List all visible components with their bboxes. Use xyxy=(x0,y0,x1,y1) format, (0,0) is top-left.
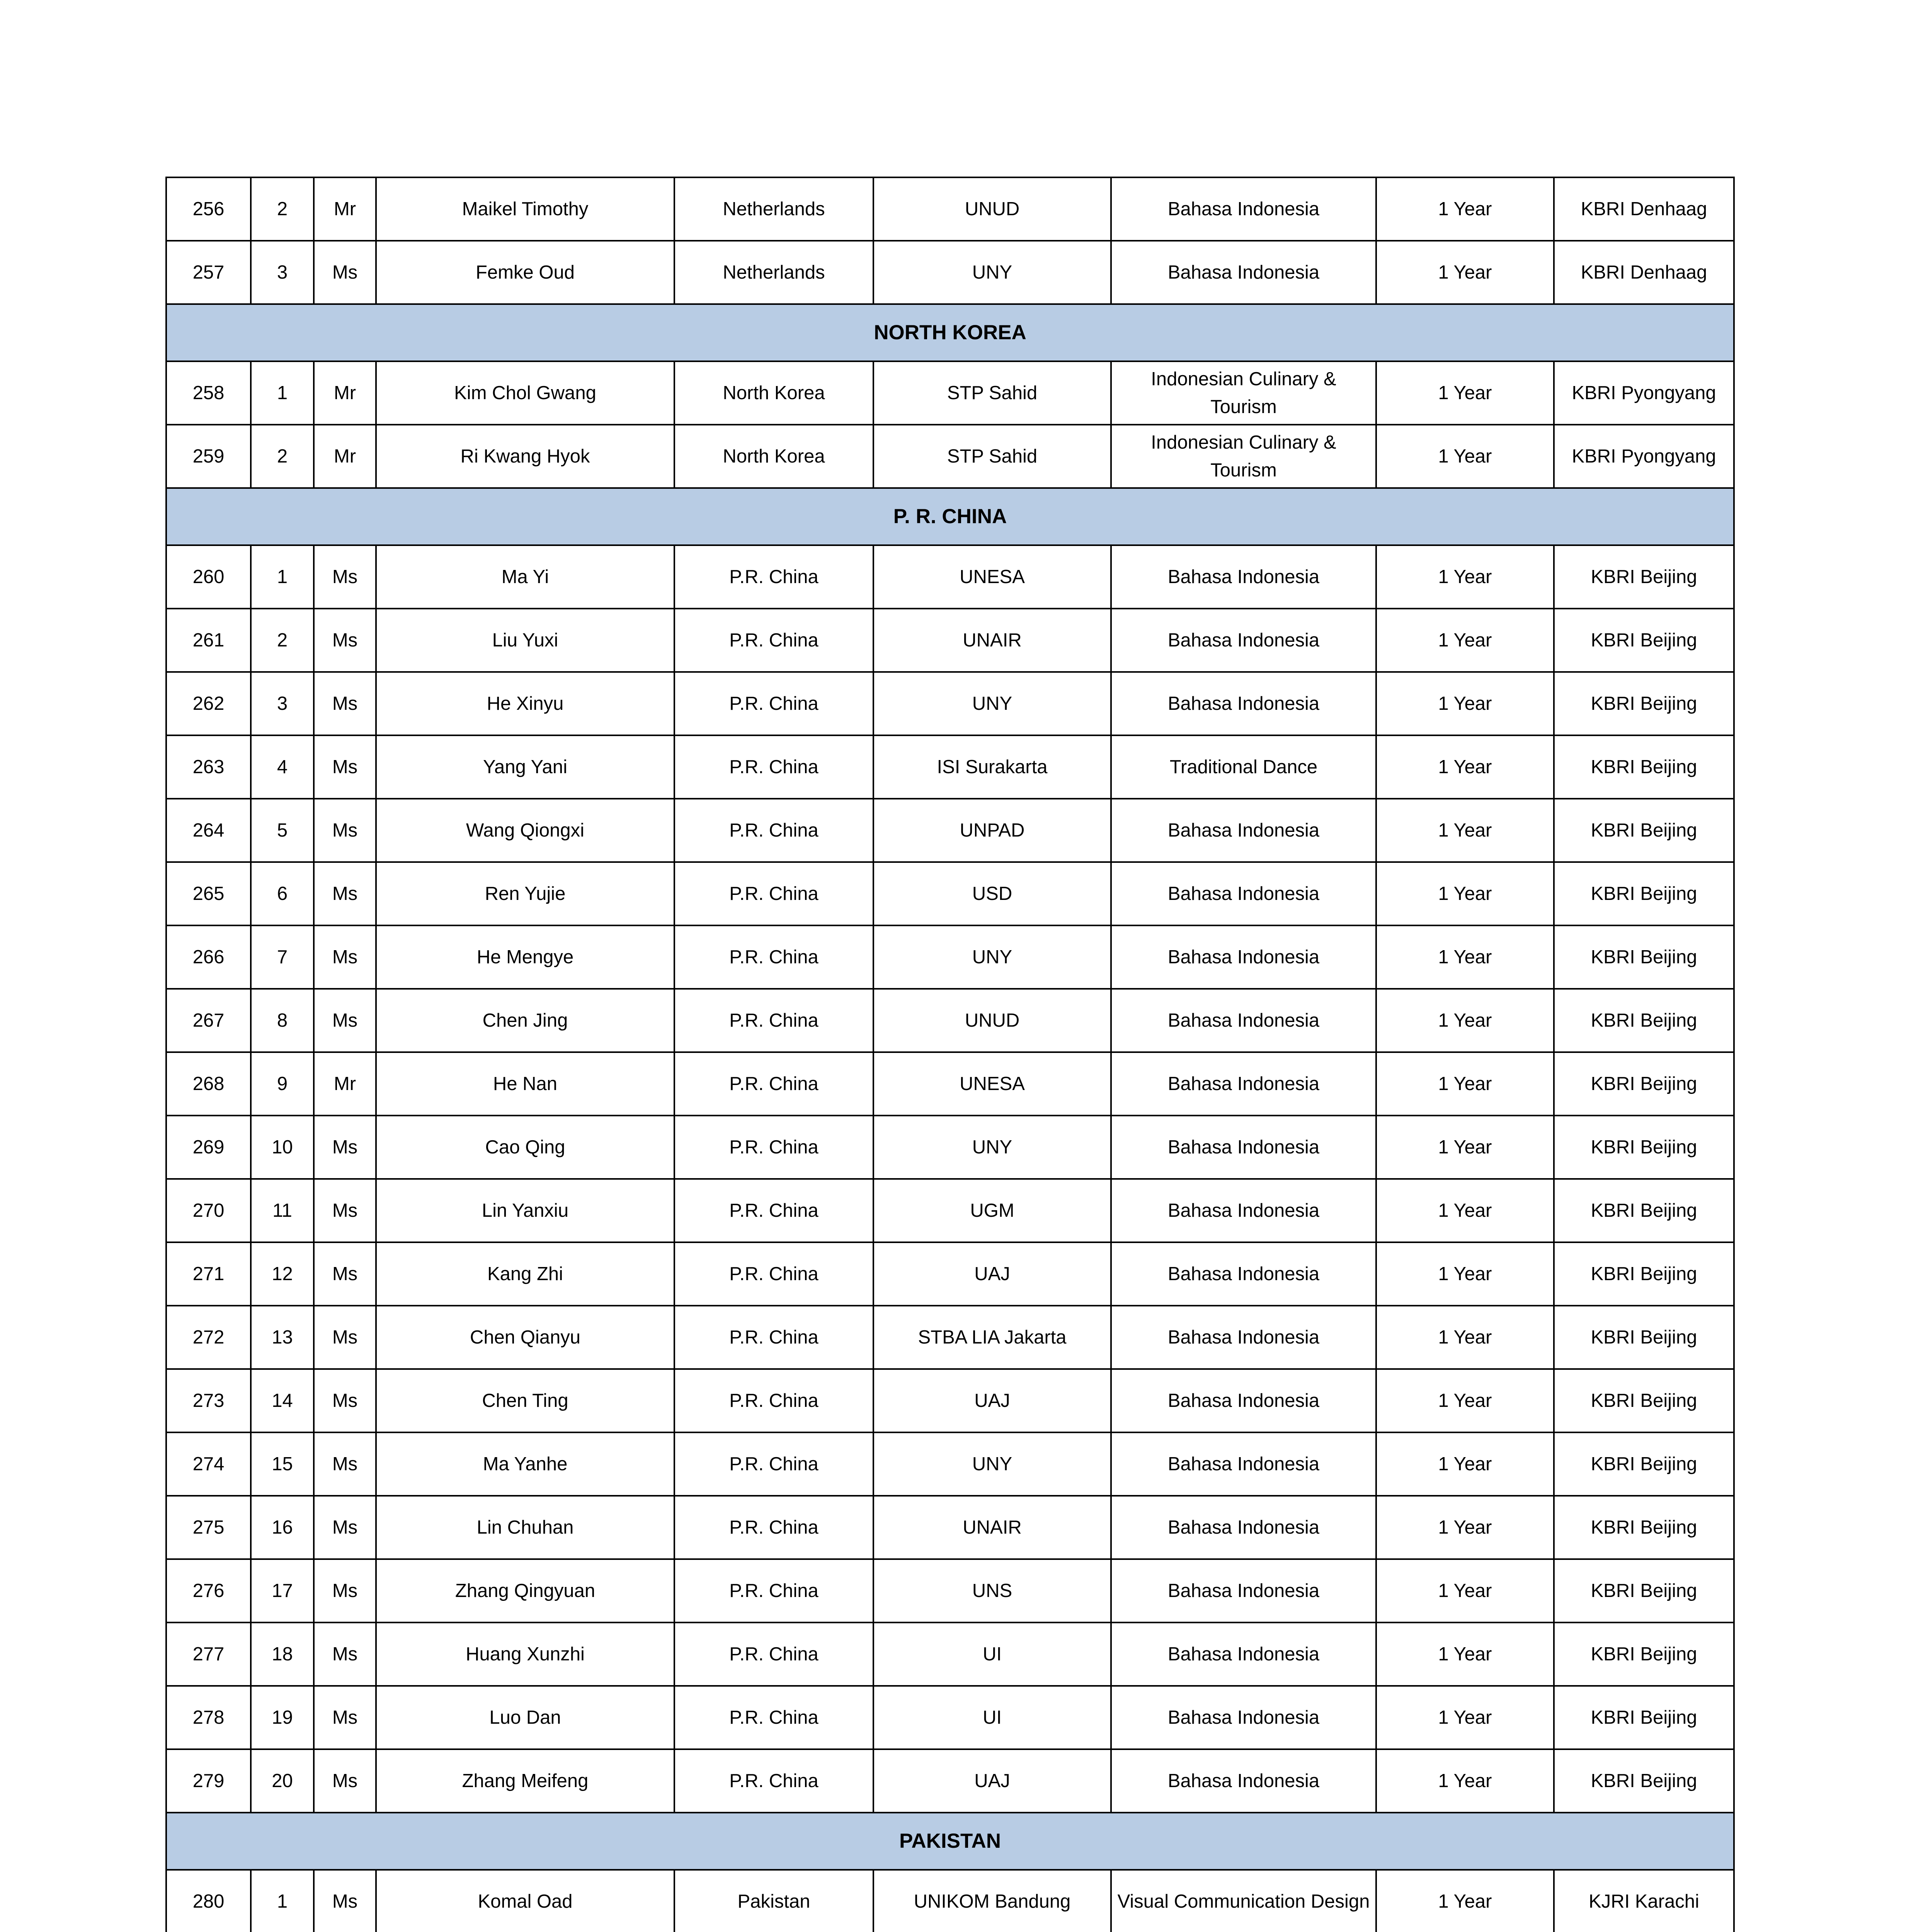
country-cell: P.R. China xyxy=(674,1369,873,1432)
title-cell: Ms xyxy=(314,1369,376,1432)
university-cell: USD xyxy=(873,862,1111,925)
country-cell: P.R. China xyxy=(674,1052,873,1116)
table-row xyxy=(166,609,1734,672)
program-cell: Bahasa Indonesia xyxy=(1111,177,1376,241)
name-cell: He Nan xyxy=(376,1052,674,1116)
row-number-cell: 279 xyxy=(166,1749,251,1813)
duration-cell: 1 Year xyxy=(1376,1179,1554,1242)
embassy-cell: KBRI Beijing xyxy=(1554,1432,1734,1496)
duration-cell: 1 Year xyxy=(1376,241,1554,304)
embassy-cell: KBRI Beijing xyxy=(1554,1116,1734,1179)
row-number-cell: 264 xyxy=(166,799,251,862)
university-cell: STP Sahid xyxy=(873,425,1111,488)
embassy-cell: KBRI Beijing xyxy=(1554,1052,1734,1116)
embassy-cell: KBRI Beijing xyxy=(1554,1686,1734,1749)
name-cell: He Xinyu xyxy=(376,672,674,735)
group-number-cell: 15 xyxy=(251,1432,314,1496)
university-cell: UNY xyxy=(873,1432,1111,1496)
country-section-row xyxy=(166,1813,1734,1870)
group-number-cell: 9 xyxy=(251,1052,314,1116)
university-cell: UNESA xyxy=(873,545,1111,609)
name-cell: Komal Oad xyxy=(376,1870,674,1932)
row-number-cell: 272 xyxy=(166,1306,251,1369)
duration-cell: 1 Year xyxy=(1376,1496,1554,1559)
program-cell: Bahasa Indonesia xyxy=(1111,241,1376,304)
table-row xyxy=(166,1052,1734,1116)
table-row xyxy=(166,735,1734,799)
duration-cell: 1 Year xyxy=(1376,425,1554,488)
program-cell: Indonesian Culinary & Tourism xyxy=(1111,361,1376,425)
group-number-cell: 18 xyxy=(251,1622,314,1686)
duration-cell: 1 Year xyxy=(1376,735,1554,799)
country-cell: P.R. China xyxy=(674,1432,873,1496)
program-cell: Bahasa Indonesia xyxy=(1111,1052,1376,1116)
row-number-cell: 277 xyxy=(166,1622,251,1686)
country-cell: Pakistan xyxy=(674,1870,873,1932)
embassy-cell: KBRI Denhaag xyxy=(1554,241,1734,304)
title-cell: Ms xyxy=(314,1622,376,1686)
row-number-cell: 271 xyxy=(166,1242,251,1306)
title-cell: Ms xyxy=(314,1242,376,1306)
university-cell: UI xyxy=(873,1622,1111,1686)
table-row xyxy=(166,1686,1734,1749)
program-cell: Bahasa Indonesia xyxy=(1111,609,1376,672)
program-cell: Bahasa Indonesia xyxy=(1111,989,1376,1052)
duration-cell: 1 Year xyxy=(1376,1242,1554,1306)
embassy-cell: KBRI Beijing xyxy=(1554,1622,1734,1686)
group-number-cell: 11 xyxy=(251,1179,314,1242)
duration-cell: 1 Year xyxy=(1376,1306,1554,1369)
name-cell: Ri Kwang Hyok xyxy=(376,425,674,488)
program-cell: Bahasa Indonesia xyxy=(1111,545,1376,609)
university-cell: UNY xyxy=(873,1116,1111,1179)
title-cell: Ms xyxy=(314,1559,376,1622)
duration-cell: 1 Year xyxy=(1376,1052,1554,1116)
row-number-cell: 258 xyxy=(166,361,251,425)
program-cell: Bahasa Indonesia xyxy=(1111,1559,1376,1622)
country-section-title: NORTH KOREA xyxy=(166,304,1734,361)
embassy-cell: KBRI Pyongyang xyxy=(1554,425,1734,488)
title-cell: Ms xyxy=(314,989,376,1052)
row-number-cell: 262 xyxy=(166,672,251,735)
program-cell: Bahasa Indonesia xyxy=(1111,925,1376,989)
row-number-cell: 265 xyxy=(166,862,251,925)
table-row xyxy=(166,1306,1734,1369)
name-cell: Chen Qianyu xyxy=(376,1306,674,1369)
name-cell: He Mengye xyxy=(376,925,674,989)
row-number-cell: 278 xyxy=(166,1686,251,1749)
group-number-cell: 7 xyxy=(251,925,314,989)
university-cell: UNAIR xyxy=(873,1496,1111,1559)
university-cell: UAJ xyxy=(873,1369,1111,1432)
table-row xyxy=(166,1559,1734,1622)
table-row xyxy=(166,1369,1734,1432)
row-number-cell: 276 xyxy=(166,1559,251,1622)
name-cell: Femke Oud xyxy=(376,241,674,304)
table-row xyxy=(166,1870,1734,1932)
row-number-cell: 270 xyxy=(166,1179,251,1242)
name-cell: Zhang Qingyuan xyxy=(376,1559,674,1622)
duration-cell: 1 Year xyxy=(1376,799,1554,862)
table-row xyxy=(166,425,1734,488)
duration-cell: 1 Year xyxy=(1376,1559,1554,1622)
table-row xyxy=(166,361,1734,425)
duration-cell: 1 Year xyxy=(1376,1749,1554,1813)
row-number-cell: 266 xyxy=(166,925,251,989)
program-cell: Bahasa Indonesia xyxy=(1111,1179,1376,1242)
embassy-cell: KBRI Beijing xyxy=(1554,989,1734,1052)
duration-cell: 1 Year xyxy=(1376,1622,1554,1686)
group-number-cell: 8 xyxy=(251,989,314,1052)
program-cell: Bahasa Indonesia xyxy=(1111,1116,1376,1179)
country-cell: P.R. China xyxy=(674,609,873,672)
name-cell: Huang Xunzhi xyxy=(376,1622,674,1686)
row-number-cell: 261 xyxy=(166,609,251,672)
country-cell: P.R. China xyxy=(674,862,873,925)
country-cell: Netherlands xyxy=(674,177,873,241)
embassy-cell: KJRI Karachi xyxy=(1554,1870,1734,1932)
title-cell: Mr xyxy=(314,1052,376,1116)
embassy-cell: KBRI Denhaag xyxy=(1554,177,1734,241)
table-row xyxy=(166,1749,1734,1813)
duration-cell: 1 Year xyxy=(1376,1116,1554,1179)
duration-cell: 1 Year xyxy=(1376,1870,1554,1932)
participant-table xyxy=(165,177,1735,1932)
row-number-cell: 273 xyxy=(166,1369,251,1432)
country-cell: P.R. China xyxy=(674,799,873,862)
title-cell: Ms xyxy=(314,672,376,735)
name-cell: Ma Yi xyxy=(376,545,674,609)
name-cell: Maikel Timothy xyxy=(376,177,674,241)
university-cell: UI xyxy=(873,1686,1111,1749)
university-cell: UNUD xyxy=(873,989,1111,1052)
country-cell: P.R. China xyxy=(674,735,873,799)
embassy-cell: KBRI Beijing xyxy=(1554,609,1734,672)
duration-cell: 1 Year xyxy=(1376,989,1554,1052)
country-cell: P.R. China xyxy=(674,989,873,1052)
row-number-cell: 257 xyxy=(166,241,251,304)
name-cell: Ma Yanhe xyxy=(376,1432,674,1496)
title-cell: Ms xyxy=(314,1496,376,1559)
name-cell: Lin Yanxiu xyxy=(376,1179,674,1242)
embassy-cell: KBRI Beijing xyxy=(1554,862,1734,925)
embassy-cell: KBRI Beijing xyxy=(1554,735,1734,799)
row-number-cell: 259 xyxy=(166,425,251,488)
table-body xyxy=(166,177,1734,1932)
group-number-cell: 5 xyxy=(251,799,314,862)
table-row xyxy=(166,989,1734,1052)
embassy-cell: KBRI Beijing xyxy=(1554,1749,1734,1813)
table-row xyxy=(166,545,1734,609)
table-row xyxy=(166,177,1734,241)
group-number-cell: 12 xyxy=(251,1242,314,1306)
title-cell: Ms xyxy=(314,1432,376,1496)
title-cell: Ms xyxy=(314,1179,376,1242)
program-cell: Bahasa Indonesia xyxy=(1111,1306,1376,1369)
embassy-cell: KBRI Beijing xyxy=(1554,925,1734,989)
title-cell: Ms xyxy=(314,925,376,989)
group-number-cell: 10 xyxy=(251,1116,314,1179)
university-cell: UNAIR xyxy=(873,609,1111,672)
group-number-cell: 19 xyxy=(251,1686,314,1749)
duration-cell: 1 Year xyxy=(1376,672,1554,735)
university-cell: UGM xyxy=(873,1179,1111,1242)
title-cell: Ms xyxy=(314,735,376,799)
university-cell: UNY xyxy=(873,672,1111,735)
program-cell: Bahasa Indonesia xyxy=(1111,799,1376,862)
title-cell: Mr xyxy=(314,361,376,425)
country-cell: P.R. China xyxy=(674,672,873,735)
university-cell: UNS xyxy=(873,1559,1111,1622)
name-cell: Luo Dan xyxy=(376,1686,674,1749)
country-cell: North Korea xyxy=(674,361,873,425)
group-number-cell: 16 xyxy=(251,1496,314,1559)
program-cell: Bahasa Indonesia xyxy=(1111,1496,1376,1559)
university-cell: UNUD xyxy=(873,177,1111,241)
table-row xyxy=(166,1116,1734,1179)
program-cell: Bahasa Indonesia xyxy=(1111,672,1376,735)
row-number-cell: 256 xyxy=(166,177,251,241)
country-cell: P.R. China xyxy=(674,1116,873,1179)
table-row xyxy=(166,1242,1734,1306)
program-cell: Indonesian Culinary & Tourism xyxy=(1111,425,1376,488)
title-cell: Ms xyxy=(314,799,376,862)
group-number-cell: 13 xyxy=(251,1306,314,1369)
row-number-cell: 267 xyxy=(166,989,251,1052)
country-section-title: PAKISTAN xyxy=(166,1813,1734,1870)
program-cell: Bahasa Indonesia xyxy=(1111,1369,1376,1432)
row-number-cell: 275 xyxy=(166,1496,251,1559)
country-cell: North Korea xyxy=(674,425,873,488)
duration-cell: 1 Year xyxy=(1376,1369,1554,1432)
name-cell: Cao Qing xyxy=(376,1116,674,1179)
row-number-cell: 269 xyxy=(166,1116,251,1179)
duration-cell: 1 Year xyxy=(1376,925,1554,989)
title-cell: Ms xyxy=(314,862,376,925)
table-row xyxy=(166,1496,1734,1559)
group-number-cell: 17 xyxy=(251,1559,314,1622)
program-cell: Bahasa Indonesia xyxy=(1111,1749,1376,1813)
university-cell: UAJ xyxy=(873,1242,1111,1306)
group-number-cell: 1 xyxy=(251,545,314,609)
name-cell: Kim Chol Gwang xyxy=(376,361,674,425)
group-number-cell: 6 xyxy=(251,862,314,925)
title-cell: Ms xyxy=(314,609,376,672)
embassy-cell: KBRI Beijing xyxy=(1554,1496,1734,1559)
embassy-cell: KBRI Beijing xyxy=(1554,1306,1734,1369)
row-number-cell: 274 xyxy=(166,1432,251,1496)
group-number-cell: 3 xyxy=(251,241,314,304)
program-cell: Bahasa Indonesia xyxy=(1111,1242,1376,1306)
title-cell: Mr xyxy=(314,177,376,241)
name-cell: Yang Yani xyxy=(376,735,674,799)
name-cell: Zhang Meifeng xyxy=(376,1749,674,1813)
group-number-cell: 2 xyxy=(251,177,314,241)
row-number-cell: 268 xyxy=(166,1052,251,1116)
name-cell: Liu Yuxi xyxy=(376,609,674,672)
row-number-cell: 260 xyxy=(166,545,251,609)
country-section-title: P. R. CHINA xyxy=(166,488,1734,545)
university-cell: UNY xyxy=(873,925,1111,989)
title-cell: Ms xyxy=(314,1870,376,1932)
group-number-cell: 1 xyxy=(251,1870,314,1932)
table-row xyxy=(166,1179,1734,1242)
program-cell: Bahasa Indonesia xyxy=(1111,1622,1376,1686)
embassy-cell: KBRI Beijing xyxy=(1554,672,1734,735)
country-cell: P.R. China xyxy=(674,1242,873,1306)
name-cell: Wang Qiongxi xyxy=(376,799,674,862)
university-cell: UNESA xyxy=(873,1052,1111,1116)
table-row xyxy=(166,799,1734,862)
title-cell: Ms xyxy=(314,1306,376,1369)
title-cell: Ms xyxy=(314,545,376,609)
embassy-cell: KBRI Beijing xyxy=(1554,545,1734,609)
group-number-cell: 2 xyxy=(251,609,314,672)
row-number-cell: 280 xyxy=(166,1870,251,1932)
country-cell: P.R. China xyxy=(674,925,873,989)
country-section-row xyxy=(166,488,1734,545)
name-cell: Lin Chuhan xyxy=(376,1496,674,1559)
table-row xyxy=(166,672,1734,735)
group-number-cell: 3 xyxy=(251,672,314,735)
program-cell: Visual Communication Design xyxy=(1111,1870,1376,1932)
country-cell: Netherlands xyxy=(674,241,873,304)
table-row xyxy=(166,1622,1734,1686)
duration-cell: 1 Year xyxy=(1376,177,1554,241)
title-cell: Ms xyxy=(314,1749,376,1813)
duration-cell: 1 Year xyxy=(1376,545,1554,609)
row-number-cell: 263 xyxy=(166,735,251,799)
country-cell: P.R. China xyxy=(674,1559,873,1622)
country-cell: P.R. China xyxy=(674,1686,873,1749)
country-cell: P.R. China xyxy=(674,1179,873,1242)
program-cell: Bahasa Indonesia xyxy=(1111,862,1376,925)
duration-cell: 1 Year xyxy=(1376,862,1554,925)
embassy-cell: KBRI Beijing xyxy=(1554,1369,1734,1432)
university-cell: UNPAD xyxy=(873,799,1111,862)
university-cell: UAJ xyxy=(873,1749,1111,1813)
country-cell: P.R. China xyxy=(674,1496,873,1559)
embassy-cell: KBRI Beijing xyxy=(1554,1242,1734,1306)
program-cell: Bahasa Indonesia xyxy=(1111,1686,1376,1749)
duration-cell: 1 Year xyxy=(1376,361,1554,425)
duration-cell: 1 Year xyxy=(1376,609,1554,672)
title-cell: Mr xyxy=(314,425,376,488)
name-cell: Ren Yujie xyxy=(376,862,674,925)
table-row xyxy=(166,862,1734,925)
title-cell: Ms xyxy=(314,1116,376,1179)
duration-cell: 1 Year xyxy=(1376,1432,1554,1496)
table-row xyxy=(166,1432,1734,1496)
country-section-row xyxy=(166,304,1734,361)
title-cell: Ms xyxy=(314,241,376,304)
name-cell: Chen Jing xyxy=(376,989,674,1052)
program-cell: Bahasa Indonesia xyxy=(1111,1432,1376,1496)
country-cell: P.R. China xyxy=(674,1622,873,1686)
group-number-cell: 1 xyxy=(251,361,314,425)
university-cell: UNIKOM Bandung xyxy=(873,1870,1111,1932)
country-cell: P.R. China xyxy=(674,1306,873,1369)
university-cell: ISI Surakarta xyxy=(873,735,1111,799)
table-row xyxy=(166,241,1734,304)
program-cell: Traditional Dance xyxy=(1111,735,1376,799)
group-number-cell: 4 xyxy=(251,735,314,799)
name-cell: Kang Zhi xyxy=(376,1242,674,1306)
duration-cell: 1 Year xyxy=(1376,1686,1554,1749)
title-cell: Ms xyxy=(314,1686,376,1749)
table-row xyxy=(166,925,1734,989)
country-cell: P.R. China xyxy=(674,545,873,609)
group-number-cell: 20 xyxy=(251,1749,314,1813)
university-cell: UNY xyxy=(873,241,1111,304)
embassy-cell: KBRI Beijing xyxy=(1554,1179,1734,1242)
name-cell: Chen Ting xyxy=(376,1369,674,1432)
group-number-cell: 14 xyxy=(251,1369,314,1432)
embassy-cell: KBRI Pyongyang xyxy=(1554,361,1734,425)
country-cell: P.R. China xyxy=(674,1749,873,1813)
embassy-cell: KBRI Beijing xyxy=(1554,799,1734,862)
embassy-cell: KBRI Beijing xyxy=(1554,1559,1734,1622)
university-cell: STP Sahid xyxy=(873,361,1111,425)
group-number-cell: 2 xyxy=(251,425,314,488)
university-cell: STBA LIA Jakarta xyxy=(873,1306,1111,1369)
